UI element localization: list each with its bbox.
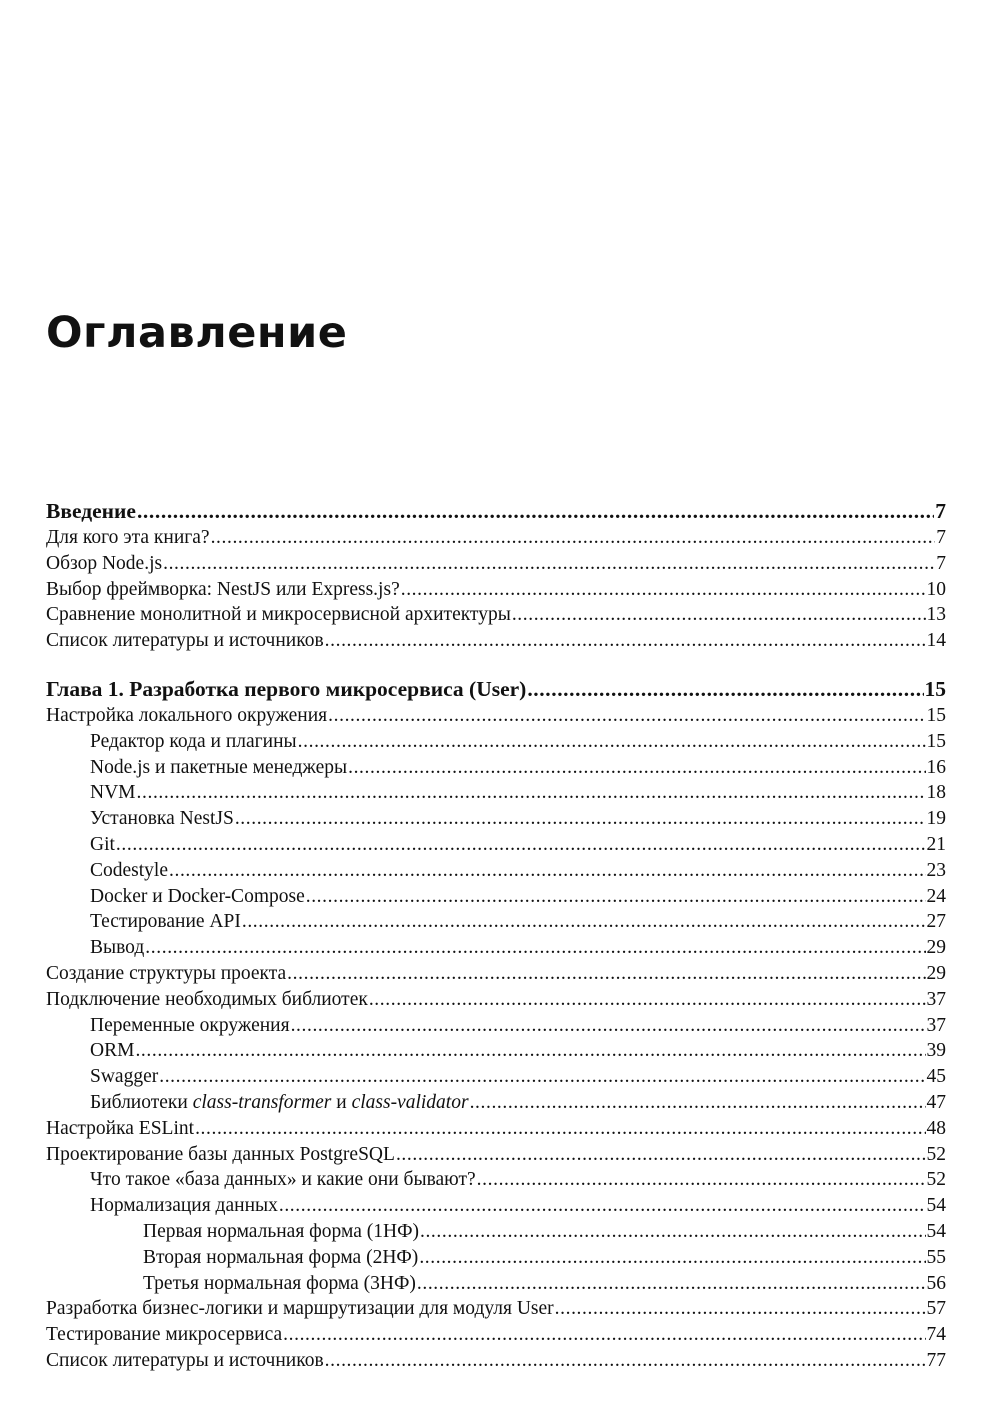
toc-page-number: 37: [926, 1014, 946, 1036]
toc-page-number: 15: [926, 730, 946, 752]
toc-entry-title: Введение: [46, 499, 136, 523]
toc-entry-title: Для кого эта книга?: [46, 527, 210, 548]
toc-entry[interactable]: [46, 1142, 946, 1168]
toc-dot-leader: [211, 525, 936, 551]
page-title: Оглавление: [46, 308, 348, 358]
toc-page-number: 7: [936, 527, 946, 548]
toc-dot-leader: [235, 806, 926, 832]
toc-dot-leader: [287, 961, 925, 987]
toc-entry-title: Вывод: [90, 937, 145, 959]
toc-page-number: 13: [926, 604, 946, 626]
toc-dot-leader: [291, 1013, 926, 1039]
toc-entry[interactable]: [46, 909, 946, 935]
toc-page-number: 15: [926, 704, 946, 726]
toc-page-number: 7: [936, 552, 946, 574]
toc-dot-leader: [137, 497, 934, 525]
toc-dot-leader: [169, 858, 926, 884]
toc-entry[interactable]: [46, 1245, 946, 1271]
toc-page-number: 19: [926, 808, 946, 830]
toc-page-number: 47: [926, 1091, 946, 1113]
toc-entry-title: Git: [90, 833, 115, 855]
toc-entry[interactable]: [46, 806, 946, 832]
toc-dot-leader: [306, 884, 926, 910]
toc-entry[interactable]: [46, 525, 946, 551]
toc-entry-title: Тестирование микросервиса: [46, 1324, 283, 1346]
toc-entry[interactable]: [46, 1348, 946, 1374]
toc-entry-title-part: и: [331, 1091, 352, 1113]
toc-entry[interactable]: [46, 1038, 946, 1064]
toc-entry[interactable]: [46, 987, 946, 1013]
toc-page-number: 37: [926, 988, 946, 1010]
toc-entry-title: Docker и Docker-Compose: [90, 885, 305, 907]
toc-dot-leader: [477, 1167, 926, 1193]
toc-entry[interactable]: [46, 1064, 946, 1090]
toc-entry[interactable]: [46, 935, 946, 961]
toc-dot-leader: [159, 1064, 925, 1090]
toc-entry-title: Первая нормальная форма (1НФ): [143, 1220, 419, 1242]
toc-entry-title: Установка NestJS: [90, 808, 234, 830]
toc-entry-title: Редактор кода и плагины: [90, 730, 297, 752]
toc-dot-leader: [116, 832, 926, 858]
toc-page-number: 48: [926, 1117, 946, 1139]
toc-entry-title: Настройка локального окружения: [46, 704, 328, 726]
toc-entry[interactable]: [46, 961, 946, 987]
toc-dot-leader: [470, 1090, 926, 1116]
toc-dot-leader: [369, 987, 926, 1013]
toc-entry-title: Тестирование API: [90, 911, 241, 933]
table-of-contents: [46, 497, 946, 1374]
toc-page-number: 23: [926, 859, 946, 881]
toc-dot-leader: [420, 1219, 926, 1245]
toc-dot-leader: [195, 1116, 925, 1142]
toc-dot-leader: [348, 755, 925, 781]
toc-page-number: 74: [926, 1324, 946, 1346]
toc-dot-leader: [283, 1322, 925, 1348]
toc-entry[interactable]: [46, 703, 946, 729]
toc-dot-leader: [396, 1142, 926, 1168]
toc-entry[interactable]: [46, 832, 946, 858]
toc-entry[interactable]: [46, 1271, 946, 1297]
toc-entry-title: Выбор фреймворка: NestJS или Express.js?: [46, 578, 400, 600]
toc-entry[interactable]: [46, 729, 946, 755]
toc-dot-leader: [163, 551, 935, 577]
toc-page-number: 39: [926, 1040, 946, 1062]
toc-page-number: 55: [926, 1246, 946, 1268]
toc-page-number: 18: [926, 782, 946, 804]
toc-entry[interactable]: [46, 780, 946, 806]
toc-page-number: 77: [926, 1349, 946, 1371]
toc-dot-leader: [325, 1348, 926, 1374]
toc-page-number: 14: [926, 630, 946, 652]
toc-entry-title-italic: class-transformer: [192, 1091, 332, 1113]
toc-dot-leader: [242, 909, 926, 935]
toc-entry-title: Проектирование базы данных PostgreSQL: [46, 1143, 395, 1165]
toc-page-number: 21: [926, 833, 946, 855]
toc-entry[interactable]: [46, 755, 946, 781]
toc-entry[interactable]: [46, 551, 946, 577]
toc-page-number: 24: [926, 885, 946, 907]
toc-entry-title: Сравнение монолитной и микросервисной архитектуры: [46, 604, 511, 626]
toc-entry[interactable]: [46, 1013, 946, 1039]
toc-entry-title: ORM: [90, 1040, 135, 1062]
toc-page-number: 52: [926, 1169, 946, 1191]
toc-page-number: 45: [926, 1066, 946, 1088]
toc-page-number: 15: [924, 676, 946, 701]
toc-dot-leader: [555, 1296, 926, 1322]
toc-dot-leader: [328, 703, 925, 729]
toc-dot-leader: [137, 780, 926, 806]
toc-dot-leader: [419, 1245, 925, 1271]
toc-dot-leader: [279, 1193, 926, 1219]
toc-dot-leader: [527, 675, 923, 703]
toc-page-number: 27: [926, 911, 946, 933]
toc-entry-title: Третья нормальная форма (3НФ): [143, 1272, 416, 1294]
toc-dot-leader: [325, 628, 926, 654]
toc-entry[interactable]: [46, 1296, 946, 1322]
toc-entry-title: Вторая нормальная форма (2НФ): [143, 1246, 419, 1268]
toc-entry-title: Swagger: [90, 1066, 159, 1088]
toc-entry-title: Переменные окружения: [90, 1014, 290, 1036]
toc-dot-leader: [135, 1038, 925, 1064]
toc-entry[interactable]: [46, 1090, 946, 1116]
toc-page-number: 10: [926, 578, 946, 600]
toc-dot-leader: [401, 577, 926, 603]
toc-entry-title: Разработка бизнес-логики и маршрутизации для модуля User: [46, 1298, 554, 1320]
toc-chapter[interactable]: [46, 675, 946, 703]
toc-entry[interactable]: [46, 1167, 946, 1193]
toc-entry-title: Нормализация данных: [90, 1195, 278, 1217]
toc-entry-title: Создание структуры проекта: [46, 962, 287, 984]
toc-entry-title: Настройка ESLint: [46, 1117, 195, 1139]
toc-entry[interactable]: [46, 577, 946, 603]
toc-entry[interactable]: [46, 1116, 946, 1142]
toc-entry-title: Список литературы и источников: [46, 1349, 324, 1371]
toc-entry[interactable]: [46, 628, 946, 654]
toc-page-number: 29: [926, 962, 946, 984]
toc-entry-title-italic: class-validator: [351, 1091, 469, 1113]
toc-page-number: 7: [935, 499, 946, 523]
toc-entry[interactable]: [46, 884, 946, 910]
toc-page-number: 52: [926, 1143, 946, 1165]
toc-entry-title: Список литературы и источников: [46, 630, 324, 652]
toc-dot-leader: [145, 935, 925, 961]
toc-page-number: 56: [926, 1272, 946, 1294]
toc-dot-leader: [417, 1271, 926, 1297]
toc-entry[interactable]: [46, 602, 946, 628]
toc-page-number: 57: [926, 1298, 946, 1320]
toc-entry[interactable]: [46, 1219, 946, 1245]
toc-entry[interactable]: [46, 1193, 946, 1219]
toc-entry-title-part: Библиотеки: [90, 1091, 193, 1113]
toc-entry-title: [90, 1090, 469, 1116]
toc-entry-title: Подключение необходимых библиотек: [46, 988, 368, 1010]
toc-page-number: 29: [926, 937, 946, 959]
toc-dot-leader: [512, 602, 926, 628]
toc-entry-title: Глава 1. Разработка первого микросервиса (User): [46, 676, 527, 701]
toc-entry-title: Что такое «база данных» и какие они бывают?: [90, 1169, 476, 1191]
toc-entry-title: NVM: [90, 782, 136, 804]
toc-page-number: 16: [926, 756, 946, 778]
toc-entry-title: Node.js и пакетные менеджеры: [90, 756, 348, 778]
toc-entry-title: Codestyle: [90, 859, 168, 881]
toc-entry[interactable]: [46, 1322, 946, 1348]
toc-dot-leader: [298, 729, 926, 755]
toc-entry-title: Обзор Node.js: [46, 552, 163, 574]
toc-section-intro[interactable]: [46, 497, 946, 525]
toc-page-number: 54: [926, 1195, 946, 1217]
toc-page-number: 54: [926, 1220, 946, 1242]
toc-entry[interactable]: [46, 858, 946, 884]
